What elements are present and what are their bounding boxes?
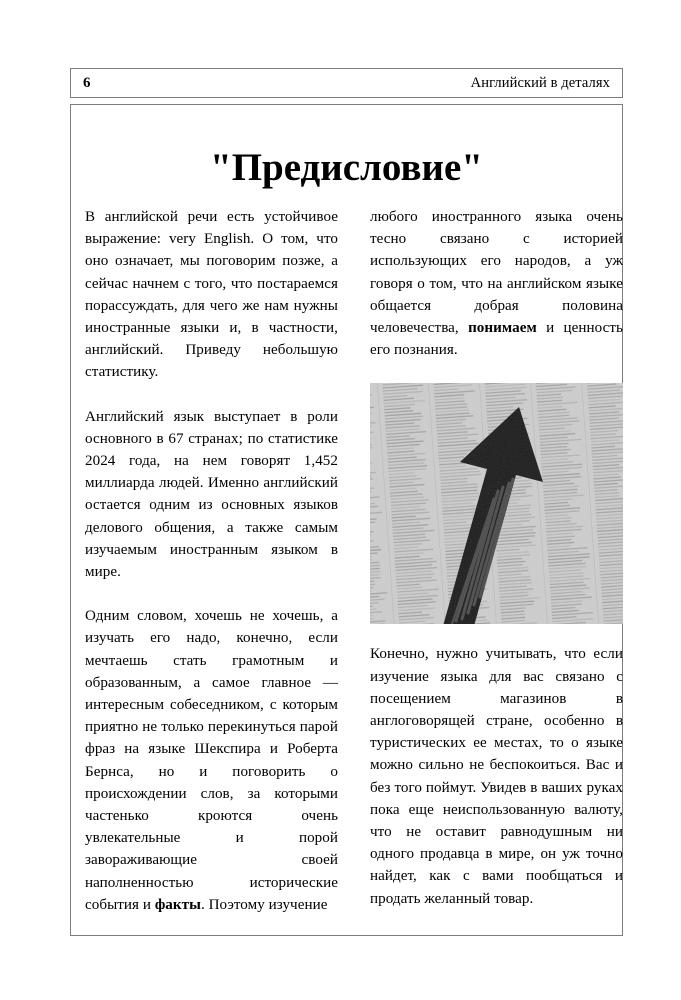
body-paragraph xyxy=(85,605,338,916)
paragraph-text: . Поэтому изучение xyxy=(200,896,328,913)
two-column-body xyxy=(85,206,623,921)
body-paragraph xyxy=(370,643,623,909)
arrow-over-dictionary-photo xyxy=(370,383,623,624)
page-number: 6 xyxy=(83,74,91,91)
emphasized-text: факты xyxy=(154,896,201,913)
paragraph-text: любого иностранного языка очень тесно связано с историей использующих его народов, а уж говоря о том, что на английском языке общается добрая половина человечества, xyxy=(370,209,623,337)
body-paragraph xyxy=(85,406,338,584)
body-paragraph xyxy=(85,206,338,384)
running-title: Английский в деталях xyxy=(470,74,610,91)
paragraph-text: В английской речи есть устойчивое выражение: very English. О том, что оно означает, мы поговорим позже, а сейчас начнем с того, что постараемся порассуждать, для чего же нам нужны иностранные языки и, в частности, английский. Приведу небольшую статистику. xyxy=(85,209,338,381)
paragraph-text: и ценность его познания. xyxy=(370,320,623,359)
page-title: "Предисловие" xyxy=(210,146,483,190)
content-frame xyxy=(70,104,623,936)
body-paragraph xyxy=(370,206,623,361)
text-column-right xyxy=(370,206,623,910)
emphasized-text: понимаем xyxy=(468,320,537,337)
paragraph-text: Одним словом, хочешь не хочешь, а изучать его надо, конечно, если мечтаешь стать грамотным и образованным, а самое главное — интересным собеседником, с которым приятно не только перекинуться парой фраз на языке Шекспира и Роберта Бернса, но и поговорить о происхождении слов, за которыми частенько кроются очень увлекательные и порой завораживающие своей наполненностью исторические события и xyxy=(85,608,338,913)
text-column-left xyxy=(85,206,338,916)
page-header-box xyxy=(70,68,623,98)
paragraph-text: Конечно, нужно учитывать, что если изучение языка для вас связано с посещением магазинов в англоговорящей стране, особенно в туристических ее местах, то о языке можно сильно не беспокоиться. Вас и без того поймут. Увидев в ваших руках пока еще неиспользованную валюту, что не оставит равнодушным ни одного продавца в мире, он уж точно найдет, как с вами пообщаться и продать желанный товар. xyxy=(370,646,623,907)
photo-graphic xyxy=(370,383,623,624)
paragraph-text: Английский язык выступает в роли основного в 67 странах; по статистике 2024 года, на нем говорят 1,452 миллиарда людей. Именно английский остается одним из основных языков делового общения, а также самым изучаемым иностранным языком в мире. xyxy=(85,408,338,581)
